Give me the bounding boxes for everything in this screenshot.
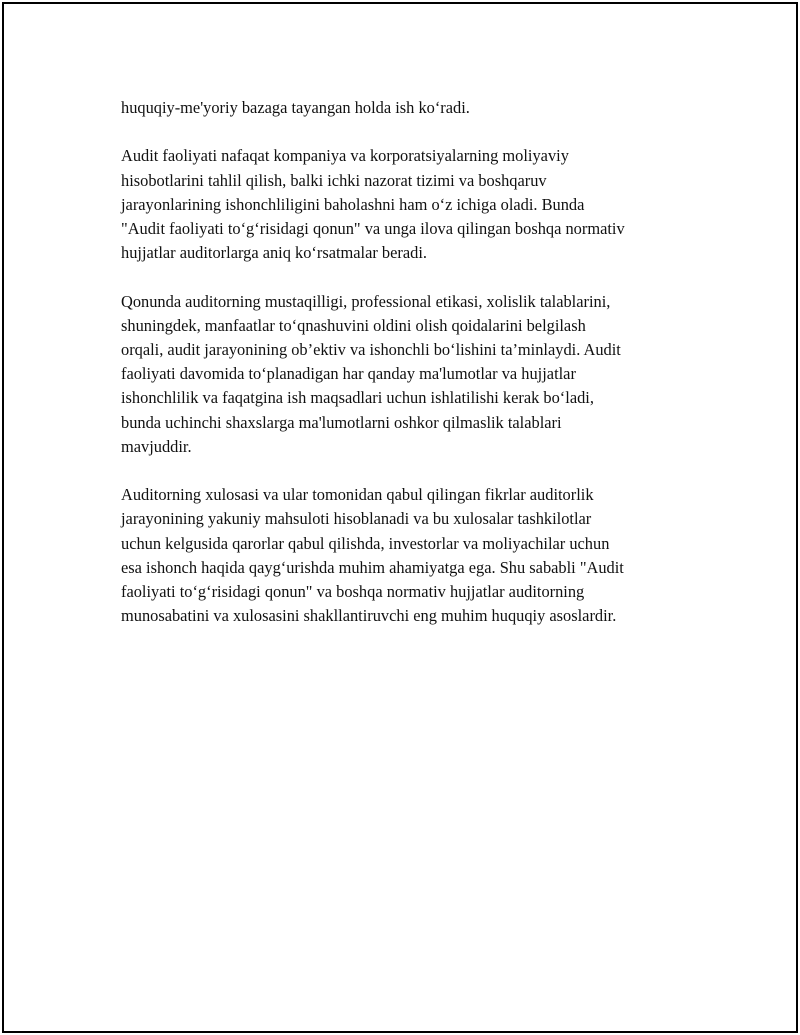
text-line: orqali, audit jarayonining ob’ektiv va ishonchli bo‘lishini ta’minlaydi. Audit — [121, 340, 621, 359]
text-line: jarayonining yakuniy mahsuloti hisoblanadi va bu xulosalar tashkilotlar — [121, 509, 592, 529]
text-line: huquqiy-me'yoriy bazaga tayangan holda ish ko‘radi. — [121, 98, 470, 117]
text-line: hisobotlarini tahlil qilish, balki ichki nazorat tizimi va boshqaruv — [121, 170, 547, 190]
text-line: esa ishonch haqida qayg‘urishda muhim ahamiyatga ega. Shu sababli "Audit — [121, 557, 624, 577]
text-line: jarayonlarining ishonchliligini baholashni ham o‘z ichiga oladi. Bunda — [121, 194, 585, 214]
text-line: Auditorning xulosasi va ular tomonidan qabul qilingan fikrlar auditorlik — [121, 485, 594, 505]
text-line: munosabatini va xulosasini shakllantiruvchi eng muhim huquqiy asoslardir. — [121, 606, 617, 626]
text-line: shuningdek, manfaatlar to‘qnashuvini oldini olish qoidalarini belgilash — [121, 315, 586, 335]
text-line: Audit faoliyati nafaqat kompaniya va korporatsiyalarning moliyaviy — [121, 146, 569, 166]
paragraph-2 — [121, 144, 701, 265]
document-body — [121, 96, 701, 653]
text-line: faoliyati davomida to‘planadigan har qanday ma'lumotlar va hujjatlar — [121, 364, 576, 384]
page-frame — [2, 2, 798, 1033]
paragraph-1 — [121, 96, 701, 120]
text-line: faoliyati to‘g‘risidagi qonun" va boshqa normativ hujjatlar auditorning — [121, 582, 585, 602]
paragraph-3 — [121, 290, 701, 459]
text-line: mavjuddir. — [121, 436, 192, 456]
text-line: "Audit faoliyati to‘g‘risidagi qonun" va unga ilova qilingan boshqa normativ — [121, 219, 625, 238]
paragraph-4 — [121, 483, 701, 628]
text-line: uchun kelgusida qarorlar qabul qilishda, investorlar va moliyachilar uchun — [121, 533, 610, 553]
text-line: ishonchlilik va faqatgina ish maqsadlari uchun ishlatilishi kerak bo‘ladi, — [121, 388, 594, 408]
text-line: hujjatlar auditorlarga aniq ko‘rsatmalar beradi. — [121, 243, 427, 263]
text-line: bunda uchinchi shaxslarga ma'lumotlarni oshkor qilmaslik talablari — [121, 412, 562, 432]
text-line: Qonunda auditorning mustaqilligi, professional etikasi, xolislik talablarini, — [121, 291, 611, 311]
